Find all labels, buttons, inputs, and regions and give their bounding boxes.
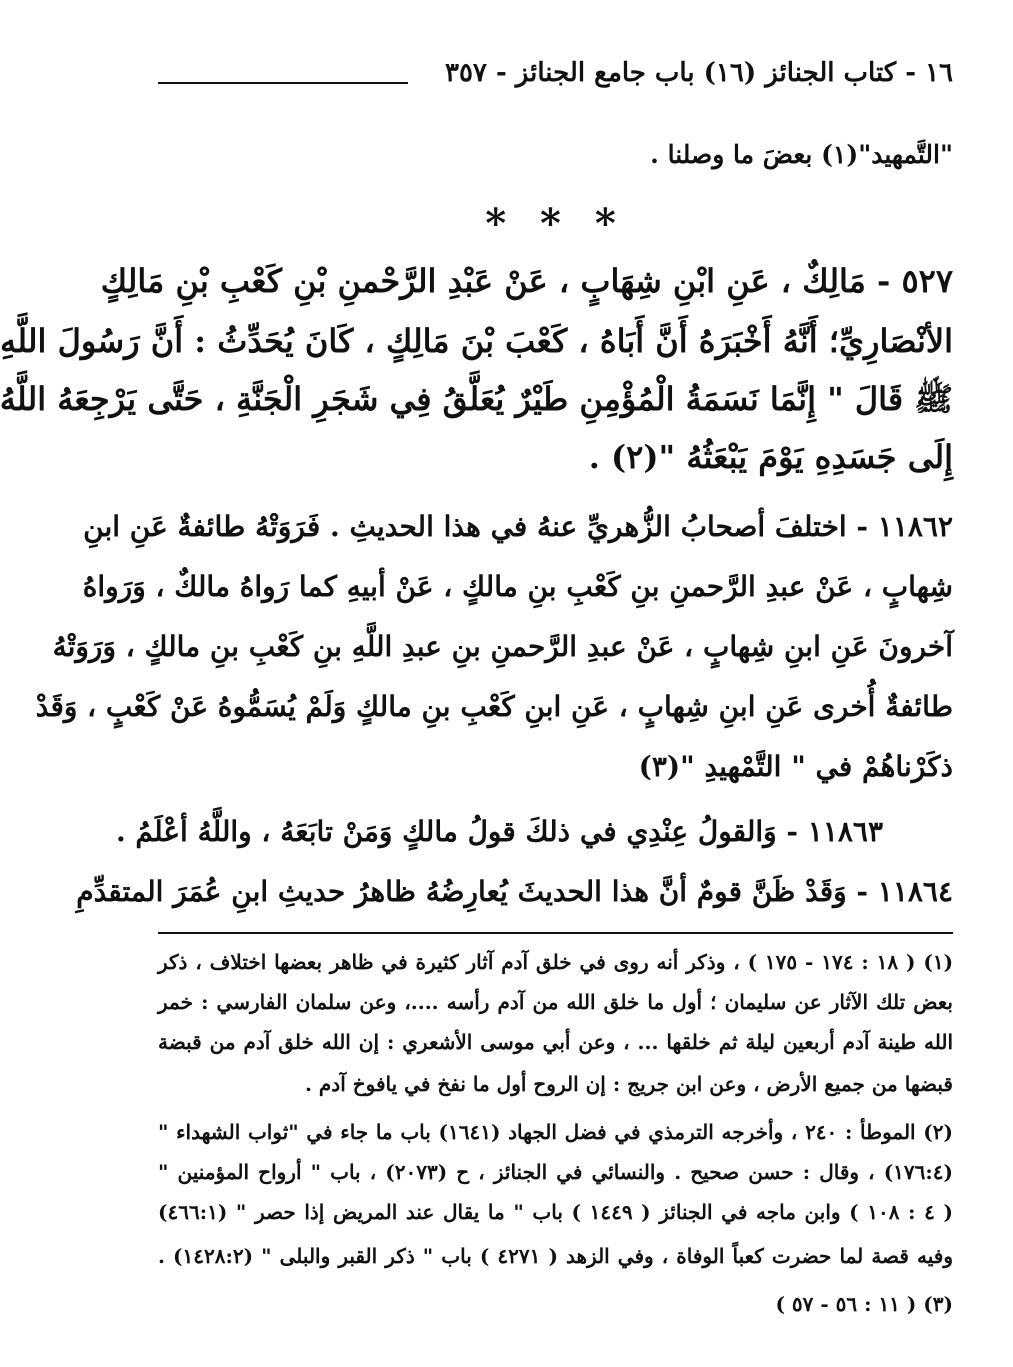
footnote-1-line-1: (١) ( ١٨ : ١٧٤ - ١٧٥ ) ، وذكر أنه روى في خلق آدم آثار كثيرة في ظاهر بعضها اختلاف ، ذكر <box>158 950 954 974</box>
footnote-1-line-3: الله طينة آدم أربعين ليلة ثم خلقها ... ، وعن أبي موسى الأشعري : إن الله خلق آدم من قبضة <box>158 1030 953 1054</box>
hadith-line-3: ﷺ قَالَ " إِنَّمَا نَسَمَةُ الْمُؤْمِنِ طَيْرٌ يُعَلَّقُ فِي شَجَرِ الْجَنَّةِ ، حَتَّى يَرْجِعَهُ اللَّهُ <box>0 380 953 418</box>
section-separator-stars: * * * <box>485 200 626 247</box>
footnote-2-line-1: (٢) الموطأ : ٢٤٠ ، وأخرجه الترمذي في فضل الجهاد (١٦٤١) باب ما جاء في "ثواب الشهداء " <box>158 1120 953 1144</box>
running-header: ١٦ - كتاب الجنائز (١٦) باب جامع الجنائز - ٣٥٧ <box>444 58 953 88</box>
paragraph-11862-line-4: طائفةٌ أُخرى عَنِ ابنِ شِهابٍ ، عَنِ ابنِ كَعْبِ بنِ مالكٍ وَلَمْ يُسَمُّوهُ عَنْ كَعْبٍ ، وَقَدْ <box>35 690 953 723</box>
page-header <box>158 58 953 98</box>
footnote-1-line-4: قبضها من جميع الأرض ، وعن ابن جريج : إن الروح أول ما نفخ في يافوخ آدم . <box>305 1072 953 1096</box>
footnote-1-line-2: بعض تلك الآثار عن سليمان ؛ أول ما خلق الله من آدم رأسه ....، وعن سلمان الفارسي : خمر <box>158 990 953 1014</box>
paragraph-11862-line-2: شِهابٍ ، عَنْ عبدِ الرَّحمنِ بنِ كَعْبِ بنِ مالكٍ ، عَنْ أبيهِ كما رَواهُ مالكٌ ، وَرَواهُ <box>82 570 953 603</box>
header-rule <box>158 82 408 84</box>
footnote-3: (٣) ( ١١ : ٥٦ - ٥٧ ) <box>775 1292 953 1316</box>
paragraph-11862-line-1: ١١٨٦٢ - اختلفَ أصحابُ الزُّهريِّ عنهُ في هذا الحديثِ . فَرَوَتْهُ طائفةٌ عَنِ ابنِ <box>83 510 953 543</box>
hadith-line-2: الأنْصَارِيِّ؛ أَنَّهُ أَخْبَرَهُ أَنَّ أَبَاهُ ، كَعْبَ بْنَ مَالِكٍ ، كَانَ يُحَدِّثُ : أَنَّ رَسُولَ اللَّهِ <box>0 322 953 360</box>
paragraph-11862-line-3: آخرونَ عَنِ ابنِ شِهابٍ ، عَنْ عبدِ الرَّحمنِ بنِ عبدِ اللَّهِ بنِ كَعْبِ بنِ مالكٍ ، وَرَوَتْهُ <box>52 630 953 663</box>
footnote-2-line-2: (١٧٦:٤) ، وقال : حسن صحيح . والنسائي في الجنائز ، ح (٢٠٧٣) ، باب " أرواح المؤمنين " <box>158 1160 953 1184</box>
hadith-line-1: ٥٢٧ - مَالِكٌ ، عَنِ ابْنِ شِهَابٍ ، عَنْ عَبْدِ الرَّحْمنِ بْنِ كَعْبِ بْنِ مَالِكٍ <box>100 262 953 300</box>
paragraph-11864: ١١٨٦٤ - وَقَدْ ظَنَّ قومٌ أنَّ هذا الحديثَ يُعارِضُهُ ظاهرُ حديثِ ابنِ عُمَرَ المتقدِّمِ <box>76 875 953 908</box>
footnote-2-line-4: وفيه قصة لما حضرت كعباً الوفاة ، وفي الزهد ( ٤٢٧١ ) باب " ذكر القبر والبلى " (١٤٢٨:٢) . <box>158 1244 953 1268</box>
hadith-line-4: إِلَى جَسَدِهِ يَوْمَ يَبْعَثُهُ "(٢) . <box>588 438 953 476</box>
paragraph-11862-line-5: ذكَرْناهُمْ في " التَّمْهيدِ "(٣) <box>638 750 953 783</box>
paragraph-11863: ١١٨٦٣ - وَالقولُ عِنْدِي في ذلكَ قولُ مالكٍ وَمَنْ تابَعَهُ ، واللَّهُ أعْلَمُ . <box>115 815 883 848</box>
footnote-2-line-3: ( ٤ : ١٠٨ ) وابن ماجه في الجنائز ( ١٤٤٩ ) باب " ما يقال عند المريض إذا حصر " (٤٦٦:١) <box>158 1200 953 1224</box>
footnote-separator <box>158 932 953 934</box>
intro-line: "التَّمهيد"(١) بعضَ ما وصلنا . <box>650 140 953 169</box>
